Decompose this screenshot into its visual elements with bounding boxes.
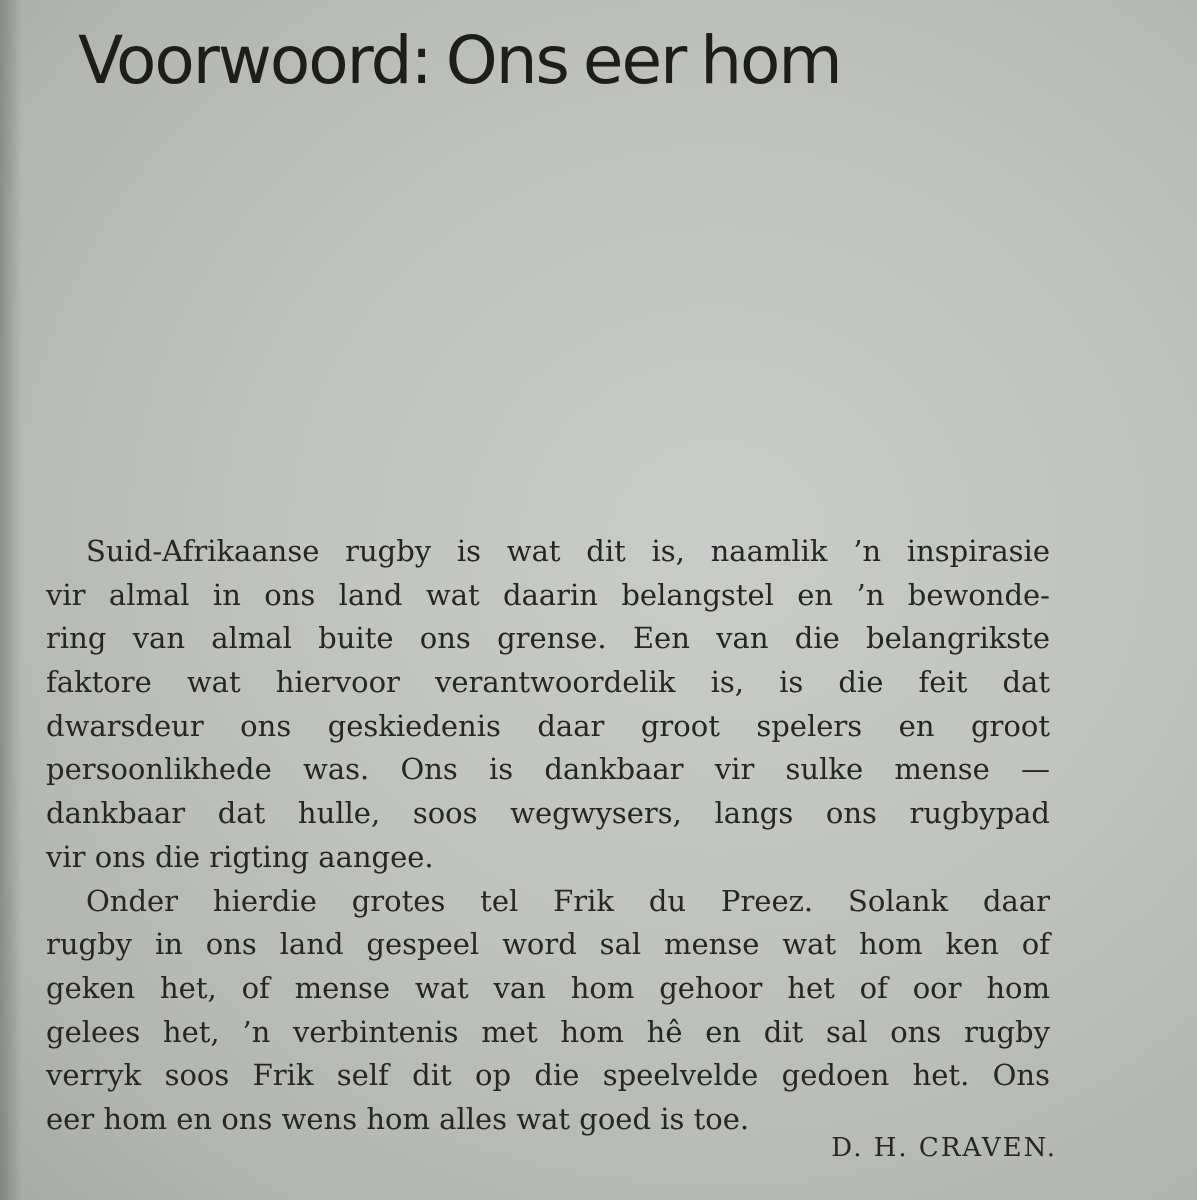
text-line: rugby in ons land gespeel word sal mense wat hom ken of (46, 927, 1050, 962)
text-line: persoonlikhede was. Ons is dankbaar vir sulke mense — (46, 752, 1050, 787)
text-line: eer hom en ons wens hom alles wat goed is toe. (46, 1101, 750, 1136)
text-line: Onder hierdie grotes tel Frik du Preez. Solank daar (86, 883, 1050, 918)
text-line: geken het, of mense wat van hom gehoor het of oor hom (46, 970, 1050, 1005)
text-line: dankbaar dat hulle, soos wegwysers, langs ons rugbypad (46, 796, 1050, 831)
text-line: vir ons die rigting aangee. (46, 839, 434, 874)
text-line: verryk soos Frik self dit op die speelvelde gedoen het. Ons (46, 1058, 1050, 1093)
text-line: gelees het, ’n verbintenis met hom hê en dit sal ons rugby (46, 1014, 1050, 1049)
text-line: dwarsdeur ons geskiedenis daar groot spelers en groot (46, 708, 1050, 743)
foreword-text (46, 530, 1050, 1142)
text-line: faktore wat hiervoor verantwoordelik is, is die feit dat (46, 665, 1050, 700)
text-line: vir almal in ons land wat daarin belangstel en ’n bewonde- (46, 577, 1050, 612)
page-title: Voorwoord: Ons eer hom (78, 22, 841, 99)
text-line: ring van almal buite ons grense. Een van die belangrikste (46, 621, 1050, 656)
text-line: Suid-Afrikaanse rugby is wat dit is, naamlik ’n inspirasie (86, 534, 1050, 568)
author-signature: D. H. CRAVEN. (831, 1133, 1057, 1163)
